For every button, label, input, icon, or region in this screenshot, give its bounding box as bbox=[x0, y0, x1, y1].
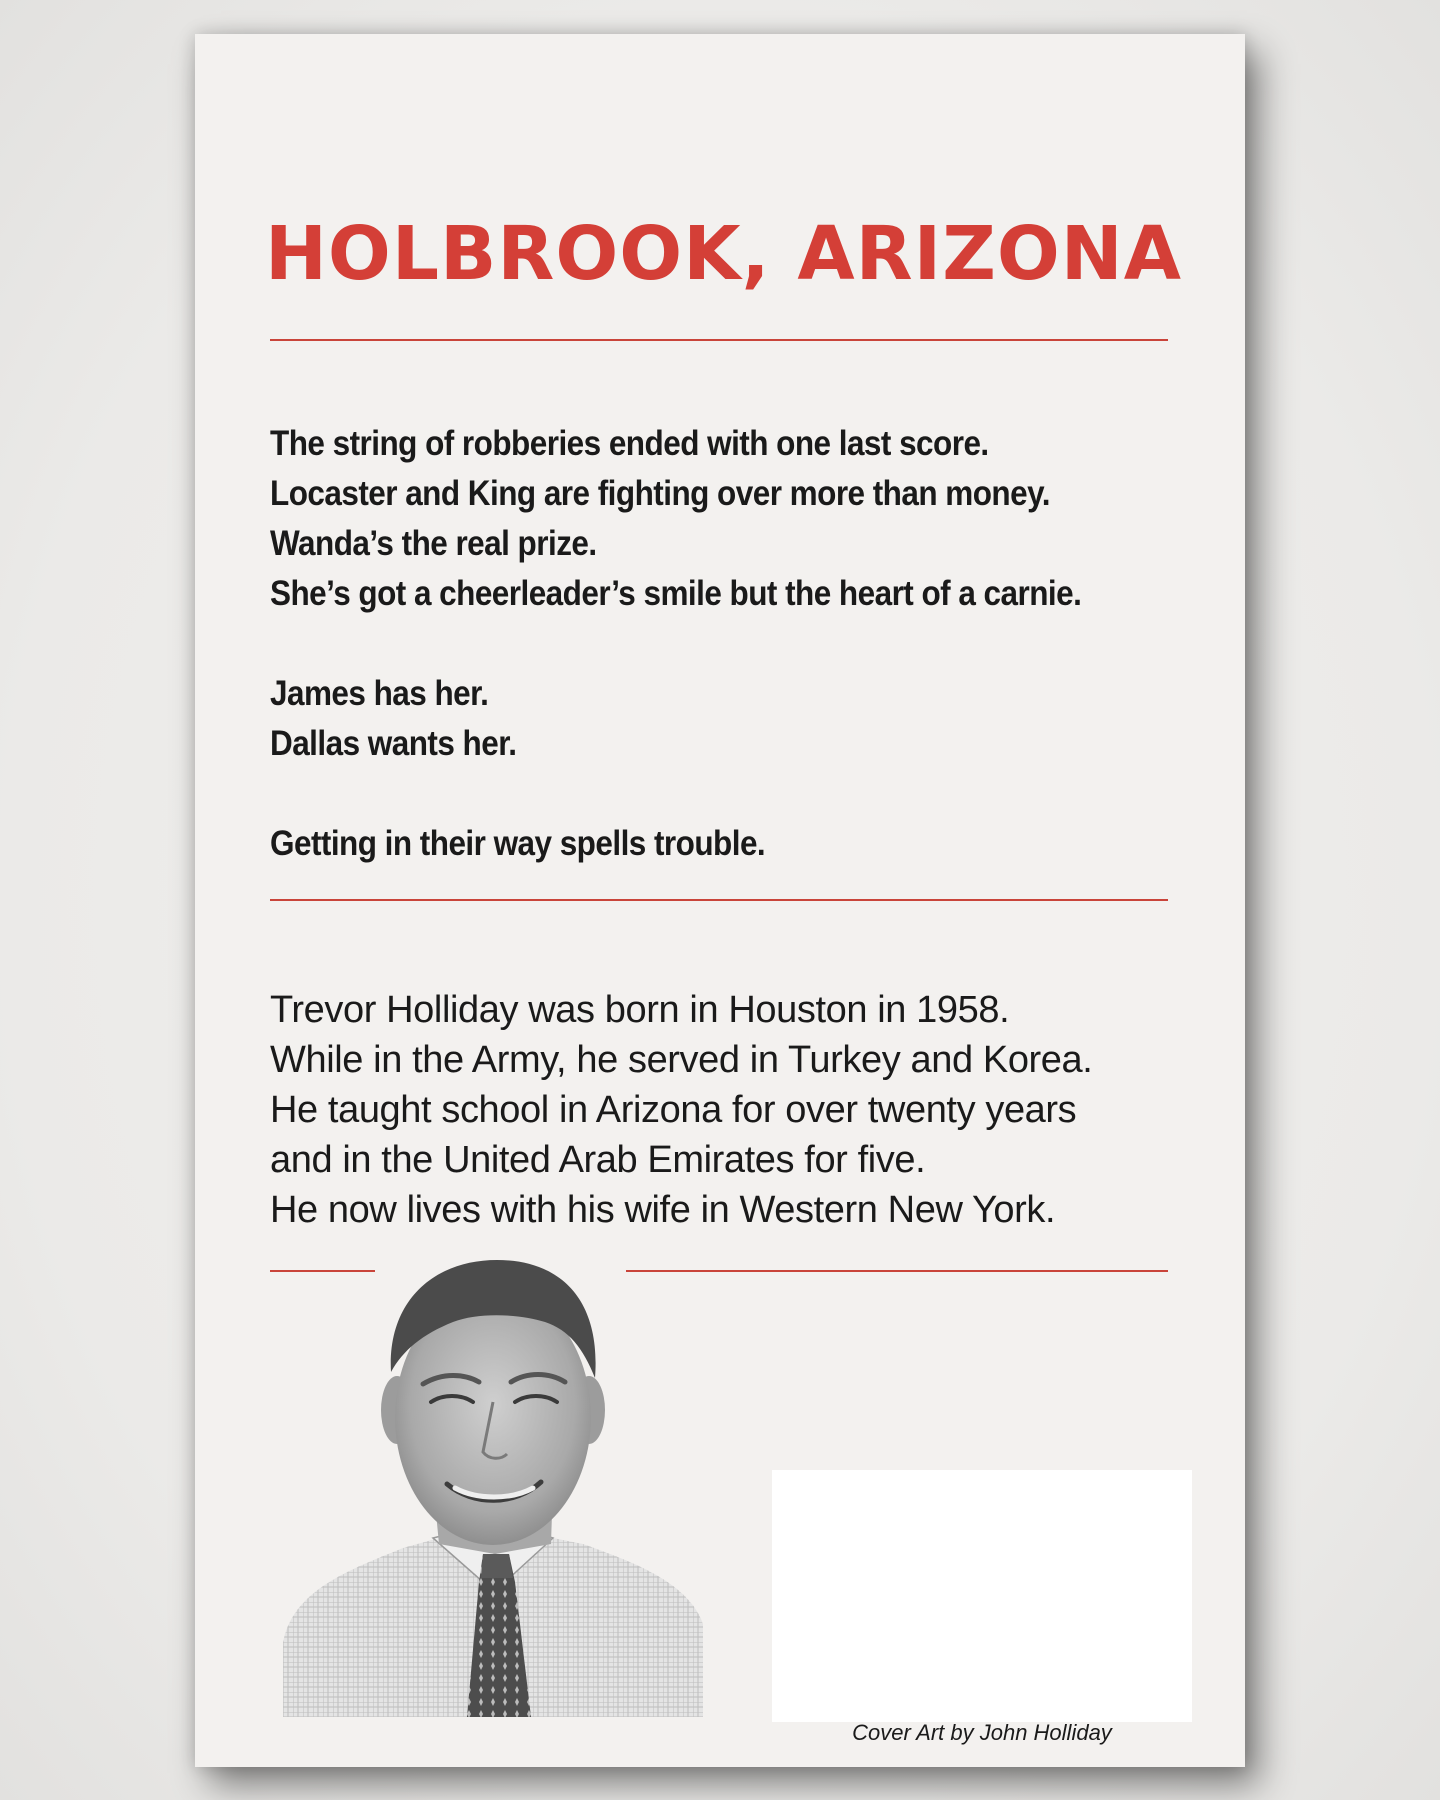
paragraph-gap bbox=[270, 619, 1190, 669]
book-back-cover bbox=[195, 34, 1245, 1767]
cover-art-placeholder bbox=[772, 1470, 1192, 1722]
divider-middle bbox=[270, 899, 1168, 901]
bio-line: He taught school in Arizona for over twenty years bbox=[270, 1089, 1077, 1131]
blurb-line: Locaster and King are fighting over more than money. bbox=[270, 474, 1050, 513]
blurb-line: Dallas wants her. bbox=[270, 724, 517, 763]
divider-bottom-right bbox=[626, 1270, 1168, 1272]
blurb-line: Getting in their way spells trouble. bbox=[270, 824, 766, 863]
book-title: HOLBROOK, ARIZONA bbox=[265, 211, 1182, 297]
author-bio bbox=[270, 985, 1210, 1235]
bio-line: While in the Army, he served in Turkey and Korea. bbox=[270, 1039, 1093, 1081]
blurb-line: She’s got a cheerleader’s smile but the heart of a carnie. bbox=[270, 574, 1082, 613]
blurb-line: The string of robberies ended with one last score. bbox=[270, 424, 989, 463]
bio-line: He now lives with his wife in Western New York. bbox=[270, 1189, 1056, 1231]
cover-art-credit: Cover Art by John Holliday bbox=[852, 1720, 1112, 1745]
blurb-line: James has her. bbox=[270, 674, 489, 713]
bio-line: and in the United Arab Emirates for five. bbox=[270, 1139, 926, 1181]
paragraph-gap bbox=[270, 769, 1190, 819]
author-photo bbox=[283, 1252, 703, 1717]
bio-line: Trevor Holliday was born in Houston in 1958. bbox=[270, 989, 1010, 1031]
divider-top bbox=[270, 339, 1168, 341]
blurb-line: Wanda’s the real prize. bbox=[270, 524, 597, 563]
blurb bbox=[270, 419, 1190, 869]
